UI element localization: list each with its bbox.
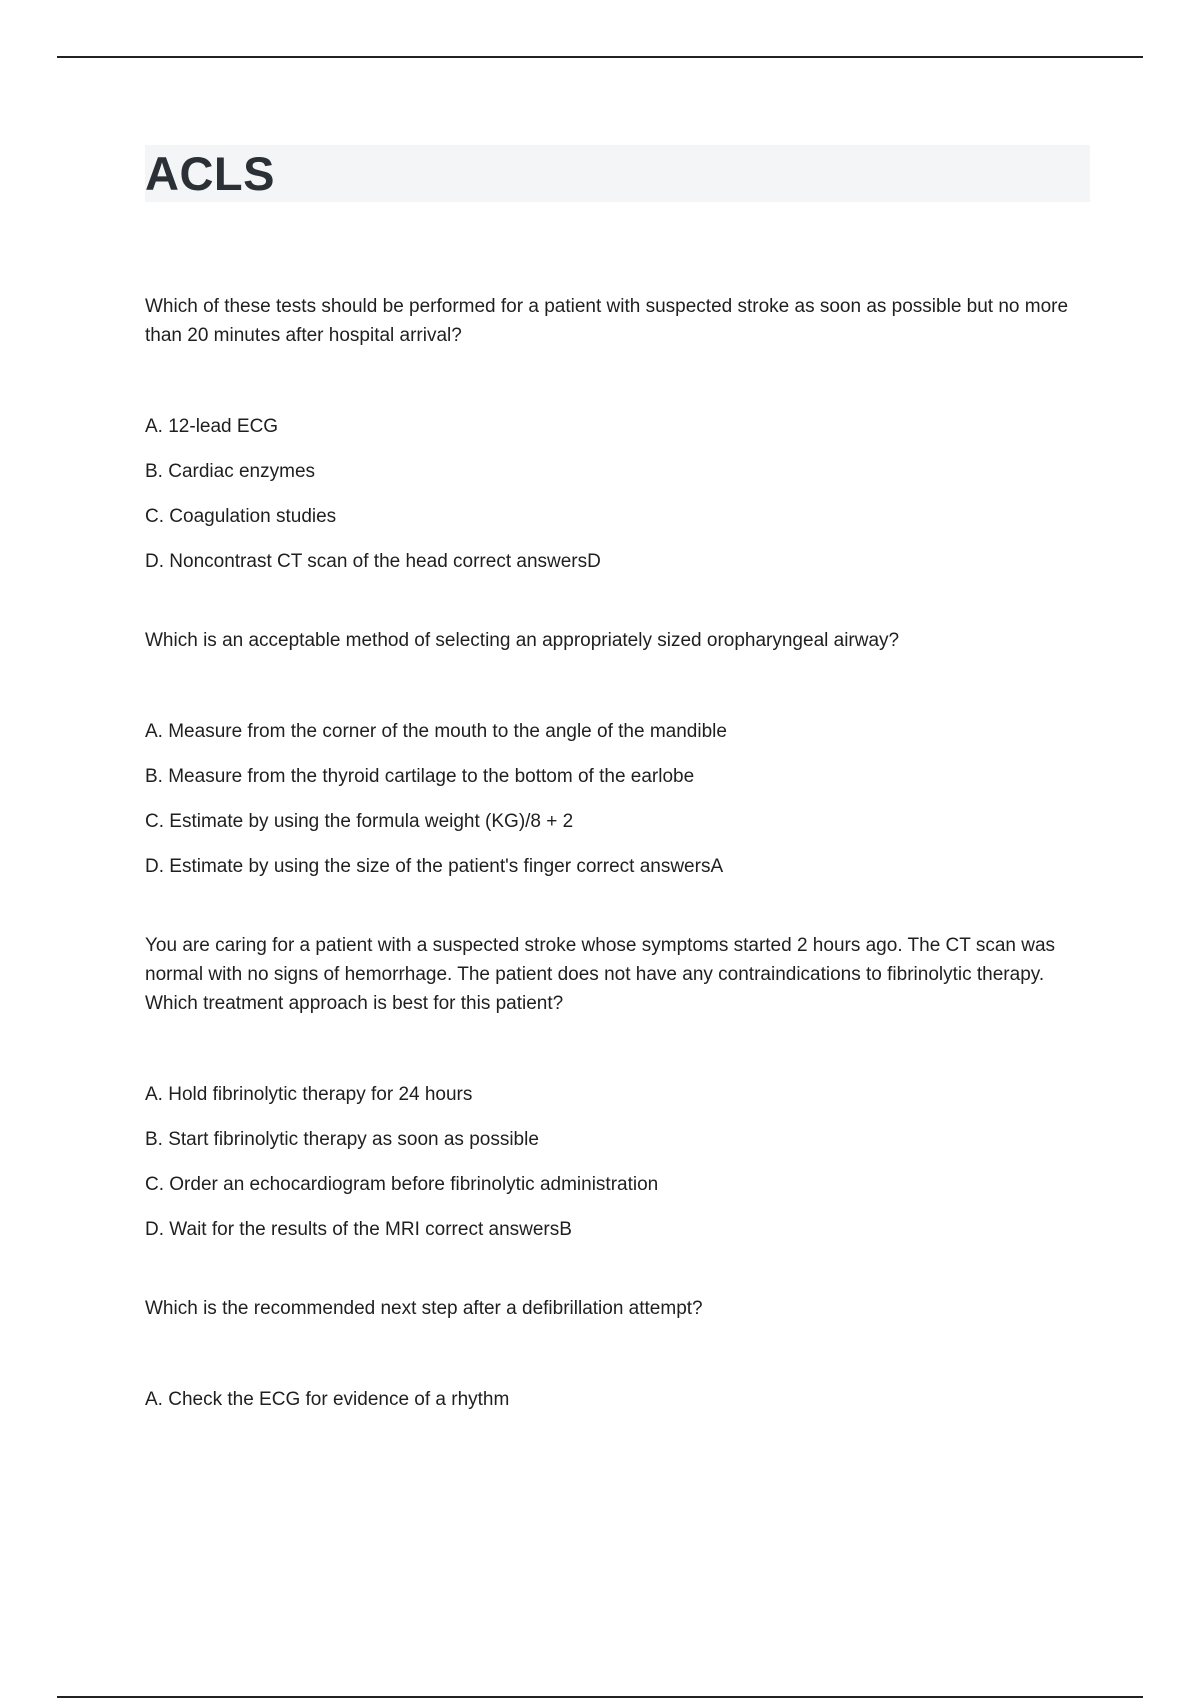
option-list [145,717,1090,881]
question-text: Which of these tests should be performed for a patient with suspected stroke as soon as possible but no more than 20 minutes after hospital arrival? [145,296,1069,346]
option-item: C. Coagulation studies [145,506,337,527]
question-block [145,626,1090,881]
option-item: A. Measure from the corner of the mouth to the angle of the mandible [145,721,727,742]
question-text: You are caring for a patient with a suspected stroke whose symptoms started 2 hours ago. The CT scan was normal with no signs of hemorrhage. The patient does not have any contraindications to fibrinolytic therapy. Which treatment approach is best for this patient? [145,935,1056,1014]
option-item: C. Order an echocardiogram before fibrinolytic administration [145,1174,659,1195]
question-text: Which is the recommended next step after a defibrillation attempt? [145,1298,703,1319]
option-list [145,412,1090,576]
option-item: D. Estimate by using the size of the patient's finger correct answersA [145,856,724,877]
option-list [145,1080,1090,1244]
option-item: B. Start fibrinolytic therapy as soon as possible [145,1129,539,1150]
top-divider [57,56,1143,58]
question-block [145,1294,1090,1414]
option-item: D. Wait for the results of the MRI correct answersB [145,1219,572,1240]
question-block [145,292,1090,576]
option-item: A. 12-lead ECG [145,416,279,437]
option-item: D. Noncontrast CT scan of the head correct answersD [145,551,601,572]
title-background [145,145,1090,202]
question-block [145,931,1090,1244]
option-item: C. Estimate by using the formula weight (KG)/8 + 2 [145,811,574,832]
option-item: B. Measure from the thyroid cartilage to the bottom of the earlobe [145,766,695,787]
page-title: ACLS [145,147,275,200]
option-item: A. Hold fibrinolytic therapy for 24 hours [145,1084,473,1105]
option-list [145,1385,1090,1414]
option-item: A. Check the ECG for evidence of a rhythm [145,1389,510,1410]
question-text: Which is an acceptable method of selecting an appropriately sized oropharyngeal airway? [145,630,900,651]
bottom-divider [57,1696,1143,1698]
option-item: B. Cardiac enzymes [145,461,316,482]
question-list [145,292,1090,1414]
